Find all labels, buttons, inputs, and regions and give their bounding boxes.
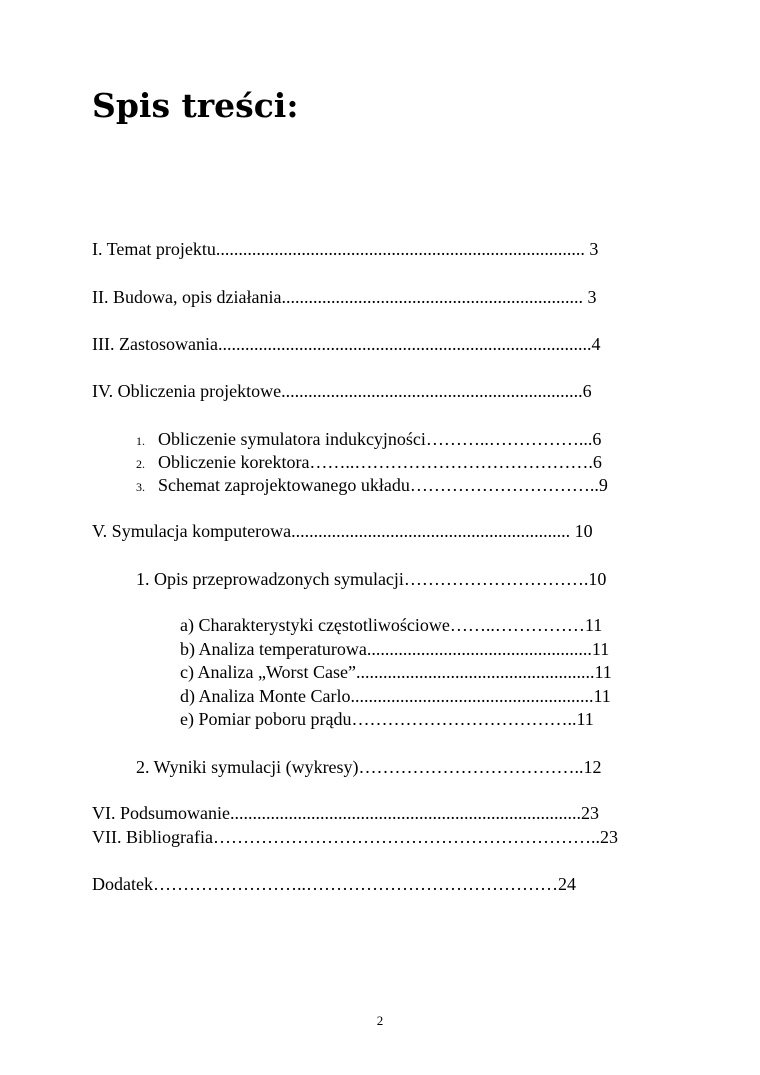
toc-subentry-text: Schemat zaprojektowanego układu…………………………..9 [158, 475, 608, 495]
toc-subentry-v-2: 2. Wyniki symulacji (wykresy)………………………………..12 [136, 757, 602, 777]
toc-subentry-v-1-a: a) Charakterystyki częstotliwościowe……..……………11 [180, 615, 603, 635]
toc-subentry-iv-1 [136, 428, 601, 452]
toc-subentry-v-1-d: d) Analiza Monte Carlo......................................................11 [180, 686, 611, 706]
toc-entry-vii: VII. Bibliografia………………………………………………………..23 [92, 827, 618, 847]
list-number: 3. [136, 480, 145, 494]
toc-entry-v: V. Symulacja komputerowa.............................................................. 10 [92, 521, 593, 541]
page-number: 2 [376, 1013, 384, 1028]
toc-subentry-text: Obliczenie symulatora indukcyjności………..……………...6 [158, 429, 602, 449]
toc-entry-vi: VI. Podsumowanie..............................................................................23 [92, 803, 599, 823]
toc-subentry-iv-2 [136, 451, 602, 475]
toc-subentry-v-1-e: e) Pomiar poboru prądu………………………………..11 [180, 709, 594, 729]
toc-entry-ii: II. Budowa, opis działania................................................................... 3 [92, 287, 597, 307]
toc-subentry-v-1-c: c) Analiza „Worst Case”.....................................................11 [180, 662, 612, 682]
toc-entry-dodatek: Dodatek……………………..……………………………………24 [92, 874, 576, 894]
page-title: Spis treści: [92, 86, 299, 125]
toc-subentry-text: Obliczenie korektora……..………………………………….6 [158, 452, 602, 472]
toc-subentry-iv-3 [136, 474, 608, 498]
toc-subentry-v-1-b: b) Analiza temperaturowa..................................................11 [180, 639, 610, 659]
toc-subentry-v-1: 1. Opis przeprowadzonych symulacji………………………….10 [136, 569, 607, 589]
list-number: 2. [136, 457, 145, 471]
toc-entry-iv: IV. Obliczenia projektowe...................................................................6 [92, 381, 592, 401]
toc-entry-iii: III. Zastosowania...................................................................................4 [92, 334, 601, 354]
toc-entry-i: I. Temat projektu.................................................................................. 3 [92, 239, 599, 259]
list-number: 1. [136, 434, 145, 448]
